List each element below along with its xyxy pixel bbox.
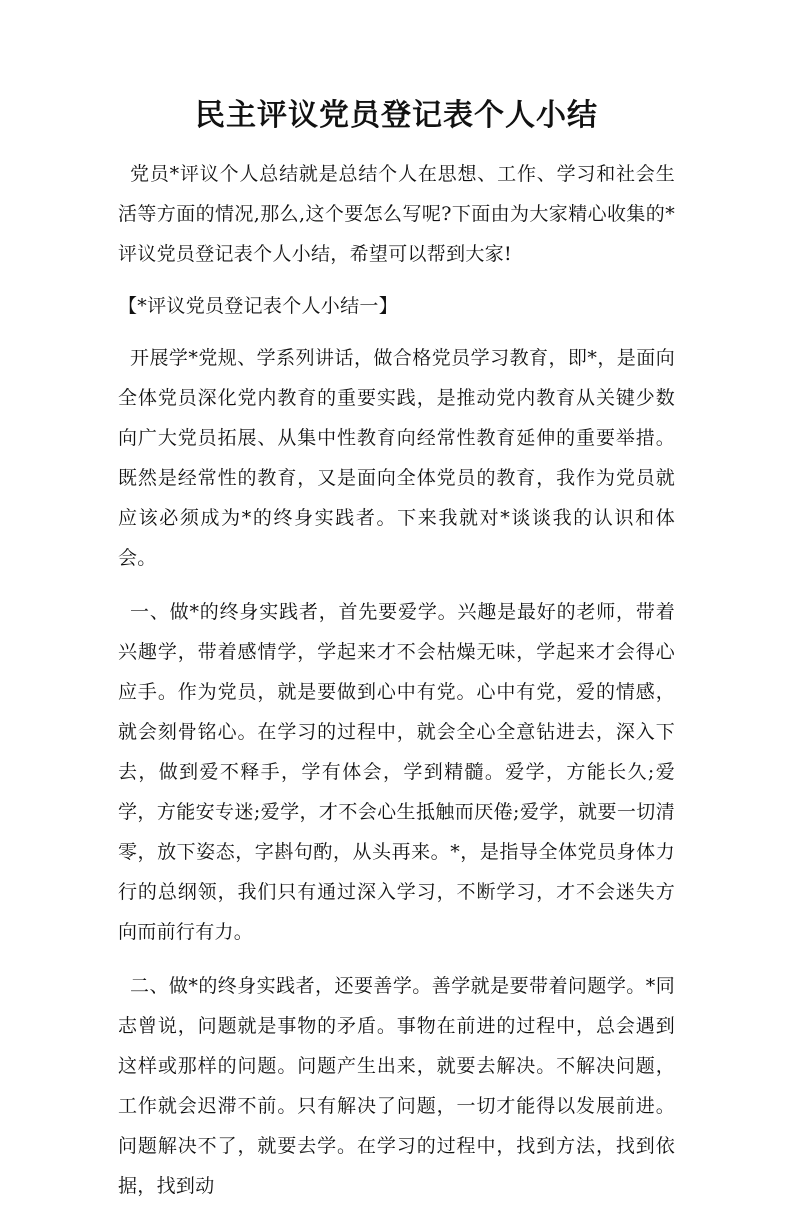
- intro-paragraph: 党员*评议个人总结就是总结个人在思想、工作、学习和社会生活等方面的情况,那么,这个要怎么写呢?下面由为大家精心收集的*评议党员登记表个人小结，希望可以帮到大家!: [118, 163, 675, 265]
- body-paragraph: 二、做*的终身实践者，还要善学。善学就是要带着问题学。*同志曾说，问题就是事物的矛盾。事物在前进的过程中，总会遇到这样或那样的问题。问题产生出来，就要去解决。不解决问题，工作就会迟滞不前。只有解决了问题，一切才能得以发展前进。问题解决不了，就要去学。在学习的过程中，找到方法，找到依据，找到动: [118, 975, 675, 1197]
- body-paragraph: 开展学*党规、学系列讲话，做合格党员学习教育，即*，是面向全体党员深化党内教育的重要实践，是推动党内教育从关键少数向广大党员拓展、从集中性教育向经常性教育延伸的重要举措。既然是经常性的教育，又是面向全体党员的教育，我作为党员就应该必须成为*的终身实践者。下来我就对*谈谈我的认识和体会。: [118, 347, 675, 569]
- section-heading: 【*评议党员登记表个人小结一】: [118, 295, 399, 317]
- body-paragraph: 一、做*的终身实践者，首先要爱学。兴趣是最好的老师，带着兴趣学，带着感情学，学起来才不会枯燥无味，学起来才会得心应手。作为党员，就是要做到心中有党。心中有党，爱的情感，就会刻骨铭心。在学习的过程中，就会全心全意钻进去，深入下去，做到爱不释手，学有体会，学到精髓。爱学，方能长久;爱学，方能安专迷;爱学，才不会心生抵触而厌倦;爱学，就要一切清零，放下姿态，字斟句酌，从头再来。*，是指导全体党员身体力行的总纲领，我们只有通过深入学习，不断学习，才不会迷失方向而前行有力。: [118, 601, 675, 943]
- document-title: 民主评议党员登记表个人小结: [195, 98, 598, 133]
